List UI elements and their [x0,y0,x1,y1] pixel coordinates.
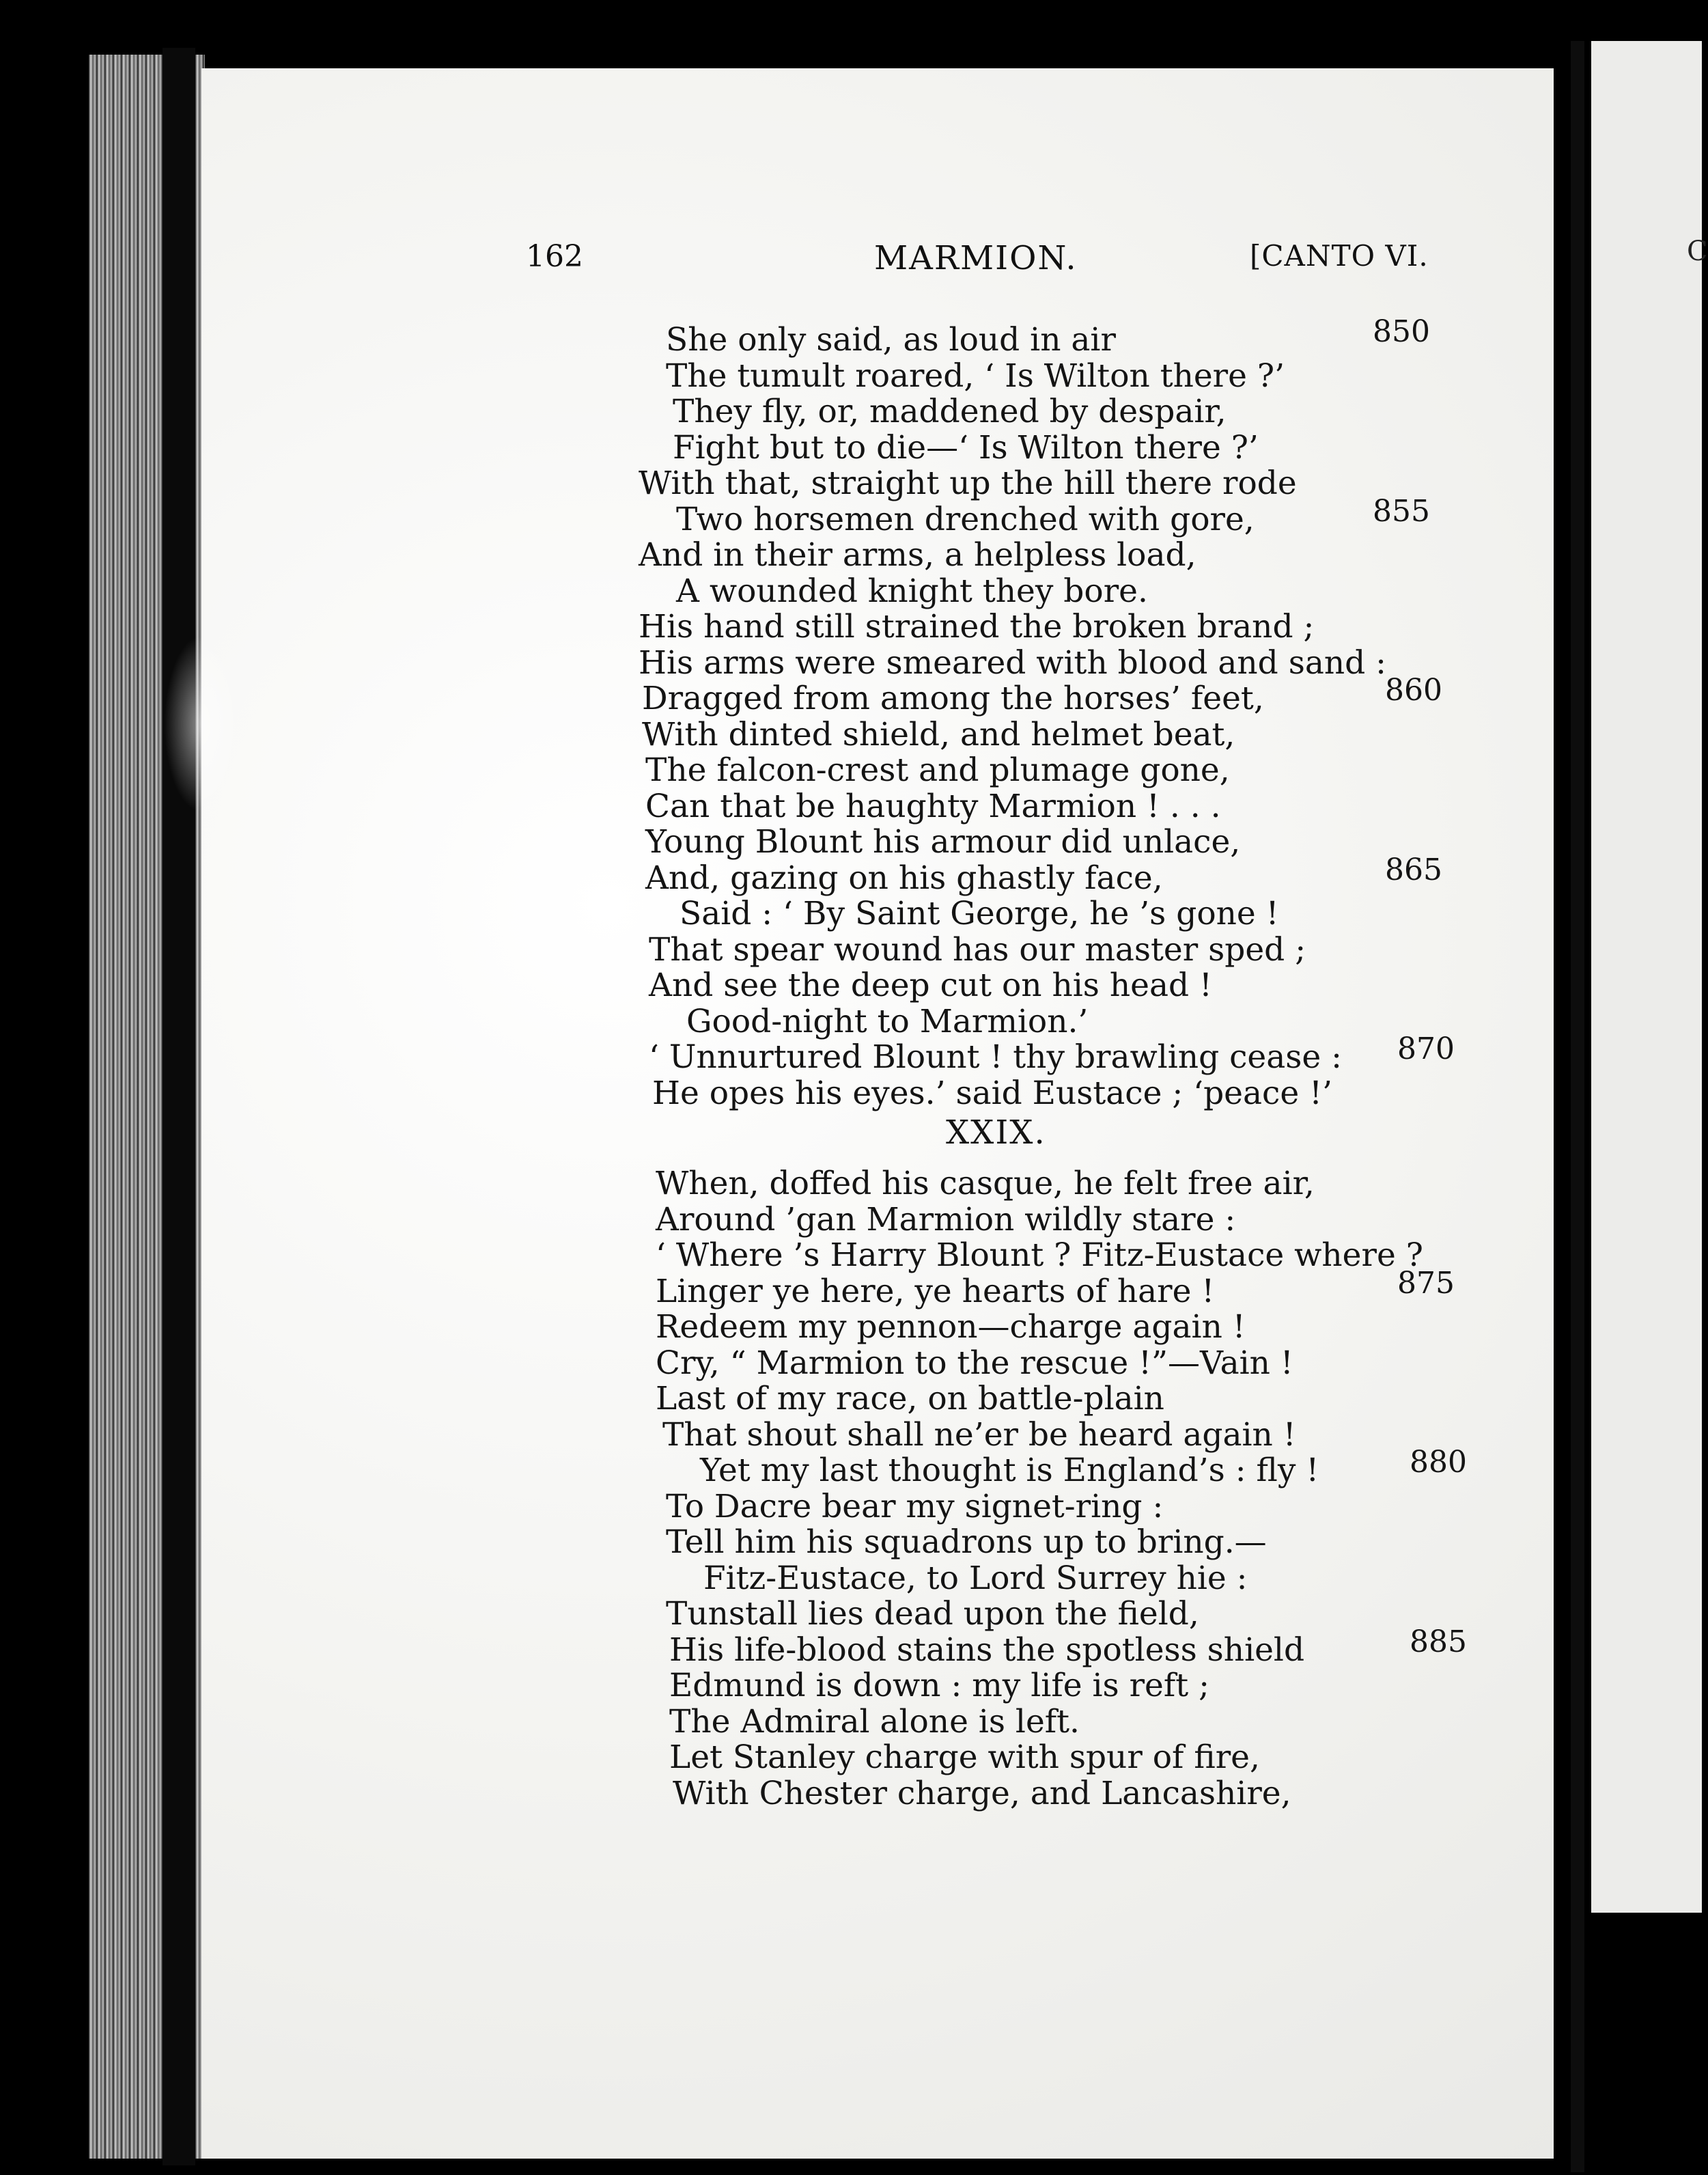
line-number: 880 [1410,1445,1467,1480]
verse-line: His arms were smeared with blood and sand : [639,643,1386,682]
page-smudge [164,635,239,813]
verse-line: ‘ Where ’s Harry Blount ? Fitz-Eustace where ? [656,1236,1423,1274]
verse-line: Tell him his squadrons up to bring.— [666,1523,1267,1561]
running-title: MARMION. [874,239,1078,277]
section-heading: XXIX. [946,1113,1046,1152]
verse-line: With Chester charge, and Lancashire, [673,1774,1291,1812]
verse-line: Cry, “ Marmion to the rescue !”—Vain ! [656,1344,1293,1382]
line-number: 870 [1397,1031,1455,1066]
verse-line: And see the deep cut on his head ! [649,967,1212,1004]
verse-line: Fitz-Eustace, to Lord Surrey hie : [703,1559,1248,1597]
verse-line: They fly, or, maddened by despair, [673,393,1227,430]
verse-line: Dragged from among the horses’ feet, [642,680,1264,717]
verse-line: That spear wound has our master sped ; [649,930,1306,969]
verse-line: That shout shall ne’er be heard again ! [662,1415,1296,1454]
verse-line: She only said, as loud in air [666,321,1116,359]
facing-page-letter: C [1687,236,1708,267]
line-number: 850 [1373,314,1430,349]
verse-line: Yet my last thought is England’s : fly ! [700,1452,1319,1489]
verse-line: Fight but to die—‘ Is Wilton there ?’ [673,428,1259,467]
verse-line: Two horsemen drenched with gore, [676,500,1255,538]
line-number: 885 [1410,1624,1467,1659]
verse-line: Tunstall lies dead upon the field, [666,1595,1199,1633]
verse-line: The falcon-crest and plumage gone, [645,751,1230,789]
verse-line: And, gazing on his ghastly face, [645,859,1163,897]
page-number: 162 [526,239,583,274]
verse-line: Young Blount his armour did unlace, [645,823,1241,861]
verse-line: His life-blood stains the spotless shield [669,1631,1305,1669]
verse-line: Said : ‘ By Saint George, he ’s gone ! [680,895,1279,932]
verse-line: Linger ye here, ye hearts of hare ! [656,1272,1215,1310]
verse-line: And in their arms, a helpless load, [639,536,1196,574]
book-gutter [163,48,195,2165]
line-number: 865 [1385,852,1442,887]
verse-line: With that, straight up the hill there rode [639,465,1297,502]
verse-line: ‘ Unnurtured Blount ! thy brawling cease : [649,1038,1342,1076]
canto-label: [CANTO VI. [1250,239,1429,273]
verse-line: Good-night to Marmion.’ [686,1002,1089,1040]
verse-line: The Admiral alone is left. [669,1702,1080,1741]
page-gap [1571,41,1584,2172]
line-number: 875 [1397,1265,1455,1301]
verse-line: A wounded knight they bore. [676,572,1148,610]
verse-line: His hand still strained the broken brand ; [639,608,1315,646]
verse-line: To Dacre bear my signet-ring : [666,1487,1164,1525]
verse-line: Redeem my pennon—charge again ! [656,1308,1246,1346]
verse-line: Last of my race, on battle-plain [656,1380,1164,1417]
facing-page [1591,41,1702,1913]
verse-line: He opes his eyes.’ said Eustace ; ‘peace !’ [652,1074,1332,1112]
verse-line: Let Stanley charge with spur of fire, [669,1738,1260,1776]
verse-line: The tumult roared, ‘ Is Wilton there ?’ [666,357,1285,395]
verse-line: Around ’gan Marmion wildly stare : [656,1200,1236,1238]
verse-line: When, doffed his casque, he felt free air, [656,1165,1315,1202]
verse-line: Edmund is down : my life is reft ; [669,1667,1209,1704]
page-header [0,239,1702,287]
line-number: 855 [1373,493,1430,529]
verse-line: Can that be haughty Marmion ! . . . [645,787,1221,825]
line-number: 860 [1385,673,1442,708]
verse-line: With dinted shield, and helmet beat, [642,715,1235,753]
